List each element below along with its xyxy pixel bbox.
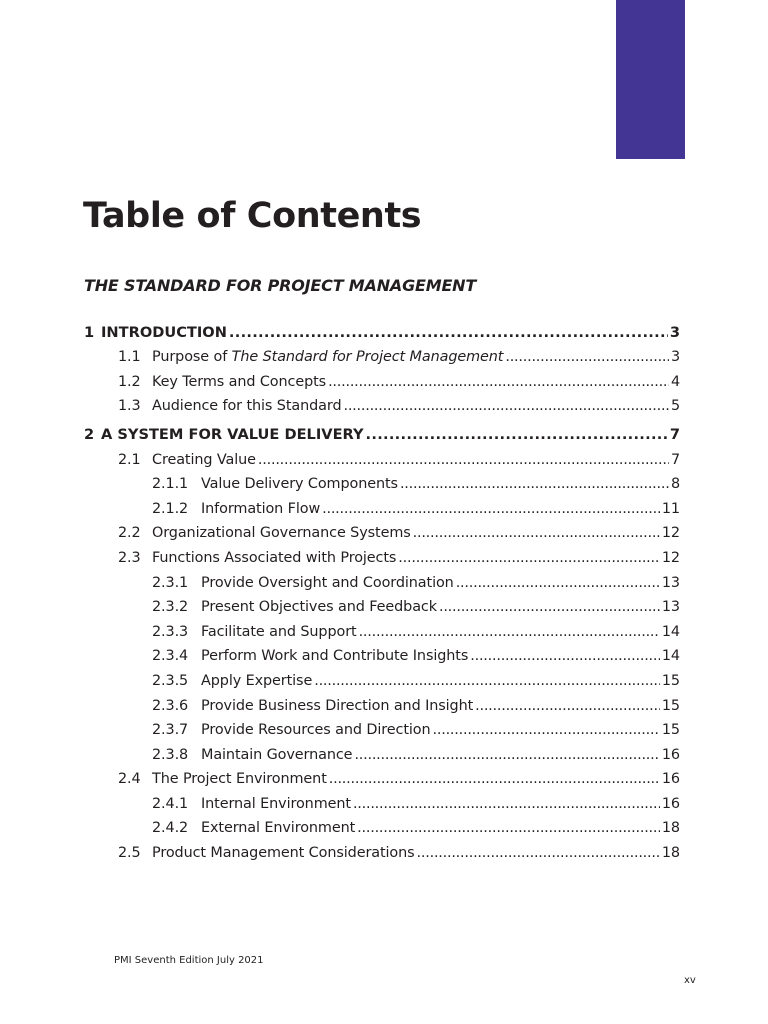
dot-leader bbox=[398, 550, 660, 566]
entry-number: 2.3.7 bbox=[152, 722, 189, 739]
entry-label-prefix: Purpose of bbox=[152, 349, 232, 366]
toc-entry[interactable] bbox=[84, 418, 680, 443]
entry-label: A SYSTEM FOR VALUE DELIVERY bbox=[101, 425, 364, 443]
entry-page: 12 bbox=[661, 525, 680, 542]
entry-page: 18 bbox=[661, 820, 680, 837]
entry-page: 14 bbox=[661, 623, 680, 640]
entry-label: The Project Environment bbox=[152, 771, 327, 788]
entry-number: 2.3.3 bbox=[152, 623, 189, 640]
toc-entry[interactable] bbox=[84, 763, 680, 788]
entry-page: 14 bbox=[661, 648, 680, 665]
toc-entry[interactable] bbox=[84, 591, 680, 616]
entry-page: 4 bbox=[670, 373, 680, 390]
entry-number: 2.1.2 bbox=[152, 500, 189, 517]
entry-number: 2.4.2 bbox=[152, 820, 189, 837]
entry-number: 2.3.1 bbox=[152, 574, 189, 591]
entry-number: 2.3.5 bbox=[152, 672, 189, 689]
dot-leader bbox=[329, 771, 660, 787]
entry-number: 2.3.6 bbox=[152, 697, 189, 714]
entry-page: 8 bbox=[670, 476, 680, 493]
dot-leader bbox=[456, 575, 660, 591]
toc-entry[interactable] bbox=[84, 390, 680, 415]
entry-page: 15 bbox=[661, 722, 680, 739]
toc-entry[interactable] bbox=[84, 714, 680, 739]
toc-entry[interactable] bbox=[84, 541, 680, 566]
entry-number: 2.1 bbox=[118, 451, 141, 468]
toc-entry[interactable] bbox=[84, 689, 680, 714]
entry-page: 3 bbox=[669, 323, 680, 341]
dot-leader bbox=[343, 398, 668, 414]
dot-leader bbox=[475, 698, 660, 714]
entry-page: 16 bbox=[661, 746, 680, 763]
entry-label: Creating Value bbox=[152, 451, 256, 468]
entry-page: 15 bbox=[661, 697, 680, 714]
accent-block bbox=[616, 0, 685, 159]
toc-entry[interactable] bbox=[84, 615, 680, 640]
entry-label: Information Flow bbox=[201, 500, 321, 517]
toc-entry[interactable] bbox=[84, 566, 680, 591]
entry-number: 2.3 bbox=[118, 549, 141, 566]
entry-label: Provide Resources and Direction bbox=[201, 722, 431, 739]
section-heading: THE STANDARD FOR PROJECT MANAGEMENT bbox=[84, 276, 477, 295]
entry-page: 15 bbox=[661, 672, 680, 689]
dot-leader bbox=[354, 747, 659, 763]
entry-number: 2.3.2 bbox=[152, 599, 189, 616]
dot-leader bbox=[328, 374, 669, 390]
entry-number: 2.3.8 bbox=[152, 746, 189, 763]
dot-leader bbox=[258, 452, 669, 468]
entry-page: 7 bbox=[669, 425, 680, 443]
entry-page: 18 bbox=[661, 845, 680, 862]
entry-label: Apply Expertise bbox=[201, 672, 313, 689]
footer-page-number: xv bbox=[684, 975, 696, 986]
entry-label: Product Management Considerations bbox=[152, 845, 415, 862]
entry-label: External Environment bbox=[201, 820, 356, 837]
dot-leader bbox=[470, 648, 660, 664]
entry-label: Internal Environment bbox=[201, 795, 351, 812]
entry-page: 5 bbox=[670, 398, 680, 415]
entry-label: Perform Work and Contribute Insights bbox=[201, 648, 469, 665]
dot-leader bbox=[417, 845, 660, 861]
entry-label: Organizational Governance Systems bbox=[152, 525, 411, 542]
entry-number: 1.3 bbox=[118, 398, 141, 415]
entry-page: 13 bbox=[661, 574, 680, 591]
toc-entry[interactable] bbox=[84, 468, 680, 493]
toc-entry[interactable] bbox=[84, 836, 680, 861]
dot-leader bbox=[439, 599, 660, 615]
entry-number: 2.1.1 bbox=[152, 476, 189, 493]
entry-number: 2.5 bbox=[118, 845, 141, 862]
toc-entry[interactable] bbox=[84, 812, 680, 837]
dot-leader bbox=[413, 525, 660, 541]
dot-leader bbox=[359, 624, 660, 640]
toc-entry[interactable] bbox=[84, 365, 680, 390]
entry-label-italic: The Standard for Project Management bbox=[231, 349, 504, 366]
entry-label: Maintain Governance bbox=[201, 746, 353, 763]
dot-leader bbox=[366, 426, 668, 443]
entry-page: 7 bbox=[670, 451, 680, 468]
entry-label: INTRODUCTION bbox=[101, 323, 227, 341]
entry-page: 16 bbox=[661, 771, 680, 788]
toc-entry[interactable] bbox=[84, 443, 680, 468]
toc-entry[interactable] bbox=[84, 738, 680, 763]
toc-entry[interactable] bbox=[84, 492, 680, 517]
entry-number: 2.2 bbox=[118, 525, 141, 542]
dot-leader bbox=[229, 324, 668, 341]
entry-page: 16 bbox=[661, 795, 680, 812]
entry-number: 1 bbox=[84, 323, 95, 341]
entry-page: 3 bbox=[670, 349, 680, 366]
entry-label: Present Objectives and Feedback bbox=[201, 599, 437, 616]
dot-leader bbox=[433, 722, 660, 738]
entry-number: 2.4 bbox=[118, 771, 141, 788]
entry-page: 12 bbox=[661, 549, 680, 566]
entry-number: 2.3.4 bbox=[152, 648, 189, 665]
entry-page: 13 bbox=[661, 599, 680, 616]
toc-entry[interactable] bbox=[84, 341, 680, 366]
entry-label: Facilitate and Support bbox=[201, 623, 357, 640]
page-title: Table of Contents bbox=[83, 196, 422, 236]
entry-label: Audience for this Standard bbox=[152, 398, 342, 415]
toc-entry[interactable] bbox=[84, 664, 680, 689]
dot-leader bbox=[314, 673, 660, 689]
entry-number: 2 bbox=[84, 425, 95, 443]
dot-leader bbox=[505, 349, 669, 365]
toc-entry[interactable] bbox=[84, 640, 680, 665]
table-of-contents bbox=[84, 316, 680, 861]
footer-edition: PMI Seventh Edition July 2021 bbox=[114, 955, 264, 966]
entry-label: Key Terms and Concepts bbox=[152, 373, 327, 390]
dot-leader bbox=[322, 501, 660, 517]
dot-leader bbox=[400, 476, 669, 492]
entry-label: Provide Business Direction and Insight bbox=[201, 697, 474, 714]
entry-number: 1.1 bbox=[118, 349, 141, 366]
entry-number: 2.4.1 bbox=[152, 795, 189, 812]
entry-label: Functions Associated with Projects bbox=[152, 549, 397, 566]
entry-label: Value Delivery Components bbox=[201, 476, 398, 493]
toc-entry[interactable] bbox=[84, 787, 680, 812]
dot-leader bbox=[353, 796, 660, 812]
entry-number: 1.2 bbox=[118, 373, 141, 390]
entry-label bbox=[152, 349, 503, 365]
dot-leader bbox=[357, 820, 660, 836]
toc-entry[interactable] bbox=[84, 316, 680, 341]
toc-entry[interactable] bbox=[84, 517, 680, 542]
entry-label: Provide Oversight and Coordination bbox=[201, 574, 454, 591]
entry-page: 11 bbox=[661, 500, 680, 517]
